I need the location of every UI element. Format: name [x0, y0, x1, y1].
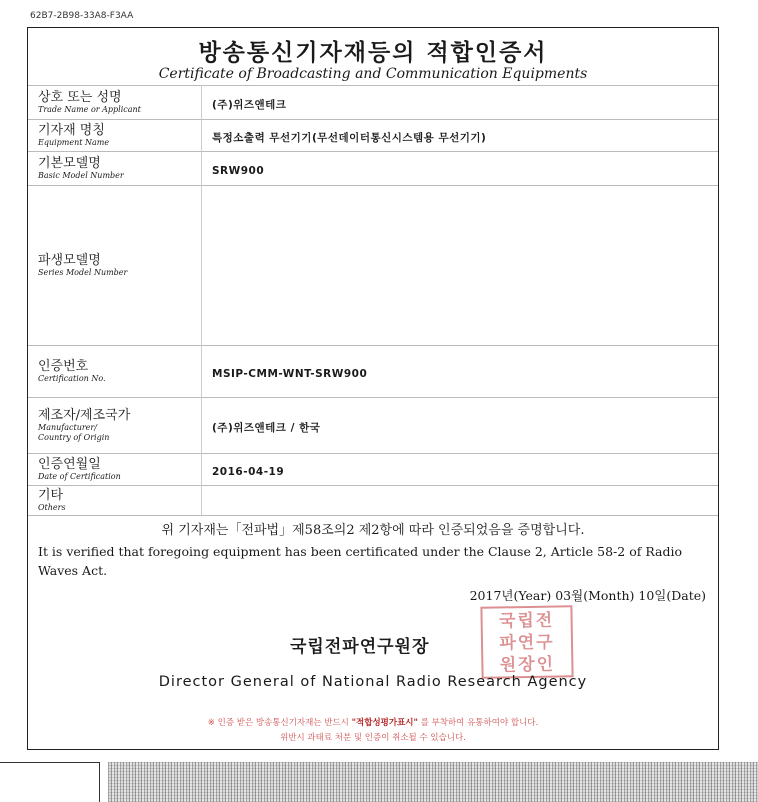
label-cell	[28, 120, 202, 152]
label-cell	[28, 486, 202, 516]
label-english: Series Model Number	[38, 268, 128, 277]
blank-box	[0, 762, 100, 802]
label-korean: 인증연월일	[38, 457, 101, 472]
label-cell	[28, 86, 202, 120]
scan-noise-strip	[108, 762, 758, 802]
label-korean: 기자재 명칭	[38, 123, 105, 138]
equipment-name-value: 특정소출력 무선기기(무선데이터통신시스템용 무선기기)	[212, 132, 487, 144]
date-of-certification-value: 2016-04-19	[212, 466, 285, 478]
certificate-title-korean: 방송통신기자재등의 적합인증서	[198, 39, 548, 66]
director-title-korean: 국립전파연구원장	[290, 637, 430, 657]
official-seal-stamp: 국립전 파연구 원장인	[480, 605, 573, 679]
row-certification-no	[28, 346, 718, 398]
statement-korean: 위 기자재는「전파법」제58조의2 제2항에 따라 인증되었음을 증명합니다.	[161, 523, 585, 538]
label-cell	[28, 186, 202, 346]
notice-line-2: 위반시 과태료 처분 및 인증이 취소될 수 있습니다.	[280, 733, 466, 743]
certification-no-value: MSIP-CMM-WNT-SRW900	[212, 368, 368, 380]
basic-model-value: SRW900	[212, 165, 265, 177]
value-cell	[202, 346, 719, 398]
row-equipment-name	[28, 120, 718, 152]
manufacturer-value: (주)위즈앤테크 / 한국	[212, 422, 321, 434]
document-id: 62B7-2B98-33A8-F3AA	[30, 11, 134, 21]
row-basic-model	[28, 152, 718, 186]
label-korean: 기타	[38, 488, 64, 503]
label-english: Manufacturer/	[38, 423, 97, 432]
label-cell	[28, 152, 202, 186]
notice-line-1-post: 를 부착하여 유통하여야 합니다.	[420, 718, 539, 728]
certificate-frame	[27, 27, 719, 750]
statement-english: It is verified that foregoing equipment has been certificated under the Clause 2, Article 58-2 of Radio Waves Act.	[38, 544, 682, 578]
label-cell	[28, 454, 202, 486]
label-english-line2: Country of Origin	[38, 433, 110, 442]
value-cell	[202, 186, 719, 346]
value-cell	[202, 152, 719, 186]
issue-date: 2017년(Year) 03월(Month) 10일(Date)	[469, 588, 706, 603]
notice-line-1	[28, 716, 718, 728]
row-trade-name	[28, 86, 718, 120]
label-english: Basic Model Number	[38, 171, 124, 180]
label-korean: 기본모델명	[38, 156, 101, 171]
row-manufacturer	[28, 398, 718, 454]
label-cell	[28, 398, 202, 454]
value-cell	[202, 454, 719, 486]
label-korean: 상호 또는 성명	[38, 90, 122, 105]
label-english: Certification No.	[38, 374, 106, 383]
label-korean: 파생모델명	[38, 253, 101, 268]
row-series-model	[28, 186, 718, 346]
value-cell	[202, 86, 719, 120]
value-cell	[202, 486, 719, 516]
notice-line-1-pre: ※ 인증 받은 방송통신기자재는 반드시	[207, 718, 349, 728]
label-korean: 제조자/제조국가	[38, 408, 131, 423]
row-others	[28, 486, 718, 516]
value-cell	[202, 398, 719, 454]
label-english: Trade Name or Applicant	[38, 105, 141, 114]
label-english: Equipment Name	[38, 138, 110, 147]
value-cell	[202, 120, 719, 152]
row-date-of-certification	[28, 454, 718, 486]
director-title-english: Director General of National Radio Research Agency	[158, 674, 588, 690]
label-cell	[28, 346, 202, 398]
certificate-info-table	[28, 85, 718, 516]
notice-line-1-bold: "적합성평가표시"	[351, 718, 418, 728]
label-english: Others	[38, 503, 66, 512]
trade-name-value: (주)위즈앤테크	[212, 99, 287, 111]
certificate-title-english: Certificate of Broadcasting and Communication Equipments	[158, 66, 588, 82]
label-korean: 인증번호	[38, 359, 89, 374]
label-english: Date of Certification	[38, 472, 121, 481]
